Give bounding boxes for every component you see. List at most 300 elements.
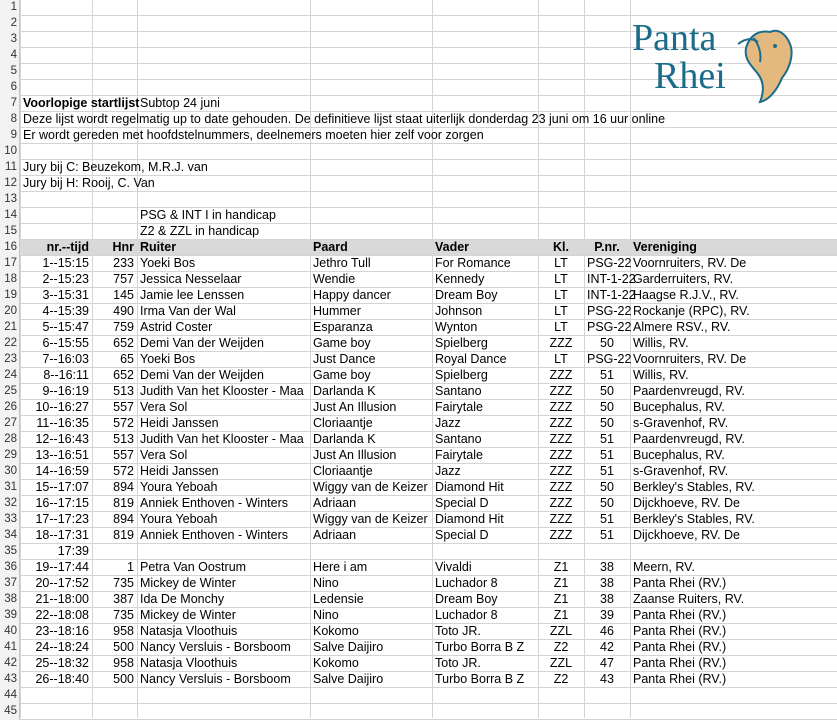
cell-kl[interactable]: ZZZ [549,432,573,446]
cell-paard[interactable]: Cloriaantje [313,464,373,478]
cell-ruiter[interactable]: Anniek Enthoven - Winters [140,496,288,510]
row-header[interactable]: 42 [0,656,20,672]
row-header[interactable]: 21 [0,320,20,336]
cell-vader[interactable]: Fairytale [435,400,483,414]
cell-paard[interactable]: Nino [313,608,339,622]
cell-pnr[interactable]: 38 [600,592,614,606]
cell-kl[interactable]: ZZZ [549,528,573,542]
cell-vader[interactable]: Santano [435,432,482,446]
cell-pnr[interactable]: PSG-22 [587,352,632,366]
row-header[interactable]: 41 [0,640,20,656]
cell-nt[interactable]: 23--18:16 [35,624,89,638]
cell-paard[interactable]: Game boy [313,368,371,382]
cell-ruiter[interactable]: Demi Van der Weijden [140,368,264,382]
cell-ruiter[interactable]: Irma Van der Wal [140,304,236,318]
cell-nt[interactable]: 25--18:32 [35,656,89,670]
sheet-row [0,288,837,304]
cell-hnr[interactable]: 572 [113,464,134,478]
cell-nt[interactable]: 26--18:40 [35,672,89,686]
cell-ruiter[interactable]: Yoeki Bos [140,256,196,270]
cell-hnr[interactable]: 759 [113,320,134,334]
cell-hnr[interactable]: 894 [113,480,134,494]
cell-vader[interactable]: Luchador 8 [435,576,498,590]
cell-ruiter[interactable]: Heidi Janssen [140,464,219,478]
cell-ruiter[interactable]: Demi Van der Weijden [140,336,264,350]
title-cell[interactable]: Voorlopige startlijst [23,96,140,110]
cell-nt[interactable]: 24--18:24 [35,640,89,654]
cell-ruiter[interactable]: Mickey de Winter [140,576,236,590]
cell-ruiter[interactable]: Judith Van het Klooster - Maa [140,384,304,398]
sheet-row [0,640,837,656]
cell-kl[interactable]: ZZZ [549,336,573,350]
row-header[interactable]: 8 [0,112,20,128]
cell-vader[interactable]: Dream Boy [435,288,498,302]
cell-nt[interactable]: 20--17:52 [35,576,89,590]
cell-ver[interactable]: Panta Rhei (RV.) [633,576,727,590]
cell-vader[interactable]: Diamond Hit [435,512,504,526]
cell-pnr[interactable]: 50 [600,416,614,430]
cell-vader[interactable]: Turbo Borra B Z [435,640,525,654]
sheet-row [0,112,837,128]
column-header-nr_tijd[interactable]: nr.--tijd [46,240,89,254]
cell-hnr[interactable]: 557 [113,448,134,462]
cell-ruiter[interactable]: Jessica Nesselaar [140,272,242,286]
cell-hnr[interactable]: 819 [113,528,134,542]
cell-hnr[interactable]: 557 [113,400,134,414]
cell-nt[interactable]: 2--15:23 [42,272,89,286]
cell-paard[interactable]: Kokomo [313,656,359,670]
cell-nt[interactable]: 16--17:15 [35,496,89,510]
cell-paard[interactable]: Ledensie [313,592,364,606]
cell-nt[interactable]: 8--16:11 [43,368,89,382]
row-header[interactable]: 9 [0,128,20,144]
row-header[interactable]: 28 [0,432,20,448]
cell-nt[interactable]: 10--16:27 [35,400,89,414]
cell-paard[interactable]: Adriaan [313,496,357,510]
row-header[interactable]: 43 [0,672,20,688]
row-header[interactable]: 27 [0,416,20,432]
row-header[interactable]: 17 [0,256,20,272]
cell-ver[interactable]: Voornruiters, RV. De [633,352,747,366]
row-header[interactable]: 32 [0,496,20,512]
row-header[interactable]: 30 [0,464,20,480]
cell-hnr[interactable]: 500 [113,672,134,686]
cell-paard[interactable]: Salve Daijiro [313,672,384,686]
column-header-paard[interactable]: Paard [313,240,348,254]
cell-ruiter[interactable]: Vera Sol [140,448,188,462]
cell-kl[interactable]: ZZL [549,624,573,638]
cell-hnr[interactable]: 735 [113,576,134,590]
cell-hnr[interactable]: 652 [113,368,134,382]
cell-ver[interactable]: Almere RSV., RV. [633,320,731,334]
cell-hnr[interactable]: 1 [127,560,134,574]
row-header[interactable]: 5 [0,64,20,80]
cell-hnr[interactable]: 572 [113,416,134,430]
cell-ver[interactable]: Paardenvreugd, RV. [633,432,745,446]
sheet-row [0,576,837,592]
row-header[interactable]: 45 [0,704,20,720]
column-header-pnr[interactable]: P.nr. [594,240,620,254]
cell-paard[interactable]: Darlanda K [313,384,376,398]
row-header[interactable]: 10 [0,144,20,160]
row-header[interactable]: 40 [0,624,20,640]
logo-line1: Panta [632,17,717,59]
cell-vader[interactable]: Johnson [435,304,483,318]
cell-kl[interactable]: ZZZ [549,400,573,414]
cell-pnr[interactable]: PSG-22 [587,304,632,318]
cell-kl[interactable]: LT [554,352,568,366]
cell-vader[interactable]: Toto JR. [435,656,481,670]
cell-vader[interactable]: Jazz [435,464,461,478]
cell-nt[interactable]: 5--15:47 [42,320,89,334]
sheet-row [0,464,837,480]
note-cell[interactable]: Jury bij H: Rooij, C. Van [23,176,155,190]
cell-vader[interactable]: Special D [435,496,489,510]
cell-paard[interactable]: Just An Illusion [313,400,397,414]
sheet-row [0,304,837,320]
cell-ver[interactable]: Paardenvreugd, RV. [633,384,745,398]
cell-pnr[interactable]: INT-1-22 [587,272,636,286]
cell-vader[interactable]: Wynton [435,320,478,334]
cell-hnr[interactable]: 958 [113,656,134,670]
cell-hnr[interactable] [95,544,134,559]
cell-pnr[interactable]: 51 [600,432,614,446]
cell-pnr[interactable]: 50 [600,480,614,494]
cell-pnr[interactable]: 38 [600,576,614,590]
cell-paard[interactable]: Adriaan [313,528,357,542]
cell-ver[interactable]: Garderruiters, RV. [633,272,734,286]
cell-nt[interactable]: 19--17:44 [35,560,89,574]
column-header-kl[interactable]: Kl. [553,240,569,254]
subtitle-cell[interactable]: Subtop 24 juni [140,96,220,110]
cell-ver[interactable]: Panta Rhei (RV.) [633,672,727,686]
row-header[interactable]: 19 [0,288,20,304]
cell-hnr[interactable]: 513 [113,384,134,398]
cell-nt[interactable]: 6--15:55 [42,336,89,350]
cell-ruiter[interactable]: Natasja Vloothuis [140,656,238,670]
sheet-row [0,320,837,336]
cell-ver[interactable]: Panta Rhei (RV.) [633,624,727,638]
cell-pnr[interactable]: 38 [600,560,614,574]
cell-ruiter[interactable]: Anniek Enthoven - Winters [140,528,288,542]
cell-vader[interactable]: Dream Boy [435,592,498,606]
cell-pnr[interactable]: 51 [600,368,614,382]
cell-paard[interactable]: Esparanza [313,320,373,334]
row-header[interactable]: 18 [0,272,20,288]
sheet-row [0,144,837,160]
cell-hnr[interactable]: 757 [113,272,134,286]
cell-pnr[interactable]: 46 [600,624,614,638]
cell-paard[interactable]: Here i am [313,560,368,574]
cell-kl[interactable]: ZZZ [549,464,573,478]
cell-kl[interactable]: ZZZ [549,416,573,430]
cell-kl[interactable]: ZZZ [549,384,573,398]
sheet-row [0,496,837,512]
cell-paard[interactable]: Nino [313,576,339,590]
cell-vader[interactable]: Vivaldi [435,560,472,574]
cell-kl[interactable]: Z1 [553,592,569,606]
cell-ver[interactable]: Panta Rhei (RV.) [633,640,727,654]
cell-vader[interactable]: Royal Dance [435,352,507,366]
row-header[interactable]: 1 [0,0,20,16]
cell-hnr[interactable]: 233 [113,256,134,270]
cell-hnr[interactable]: 652 [113,336,134,350]
cell-kl[interactable]: Z1 [553,608,569,622]
cell-pnr[interactable]: 50 [600,496,614,510]
sheet-row [0,176,837,192]
row-header[interactable]: 33 [0,512,20,528]
cell-nt[interactable]: 14--16:59 [35,464,89,478]
cell-kl[interactable]: ZZZ [549,480,573,494]
cell-ver[interactable]: Willis, RV. [633,336,689,350]
cell-paard[interactable]: Wiggy van de Keizer [313,480,428,494]
cell-pnr[interactable]: 47 [600,656,614,670]
sheet-row [0,432,837,448]
cell-hnr[interactable]: 958 [113,624,134,638]
row-header[interactable]: 26 [0,400,20,416]
column-header-hnr[interactable]: Hnr [112,240,134,254]
cell-ver[interactable]: s-Gravenhof, RV. [633,416,729,430]
cell-ruiter[interactable]: Yoeki Bos [140,352,196,366]
row-header[interactable]: 6 [0,80,20,96]
cell-pnr[interactable]: 43 [600,672,614,686]
cell-ver[interactable]: Berkley's Stables, RV. [633,480,755,494]
cell-paard[interactable]: Game boy [313,336,371,350]
cell-hnr[interactable]: 735 [113,608,134,622]
cell-ruiter[interactable]: Astrid Coster [140,320,213,334]
cell-pnr[interactable]: 51 [600,448,614,462]
cell-vader[interactable]: Fairytale [435,448,483,462]
cell-nt[interactable]: 13--16:51 [35,448,89,462]
cell-ver[interactable]: Meern, RV. [633,560,695,574]
cell-paard[interactable]: Jethro Tull [313,256,371,270]
cell-ver[interactable]: Panta Rhei (RV.) [633,608,727,622]
cell-vader[interactable]: Kennedy [435,272,485,286]
cell-ver[interactable]: Bucephalus, RV. [633,448,725,462]
cell-kl[interactable]: LT [554,256,568,270]
cell-vader[interactable]: Turbo Borra B Z [435,672,525,686]
column-header-ruiter[interactable]: Ruiter [140,240,177,254]
row-header[interactable]: 34 [0,528,20,544]
cell-vader[interactable]: Spielberg [435,336,488,350]
cell-pnr[interactable]: PSG-22 [587,256,632,270]
row-header[interactable]: 31 [0,480,20,496]
cell-ver[interactable]: Willis, RV. [633,368,689,382]
cell-pnr[interactable] [587,544,627,559]
cell-ruiter[interactable]: Judith Van het Klooster - Maa [140,432,304,446]
cell-hnr[interactable]: 490 [113,304,134,318]
cell-ver[interactable]: s-Gravenhof, RV. [633,464,729,478]
cell-ver[interactable] [633,544,834,559]
row-header[interactable]: 29 [0,448,20,464]
sheet-row [0,224,837,240]
cell-paard[interactable]: Kokomo [313,624,359,638]
sheet-row [0,608,837,624]
cell-paard[interactable]: Darlanda K [313,432,376,446]
cell-paard[interactable]: Just An Illusion [313,448,397,462]
cell-paard[interactable] [313,544,429,559]
row-header[interactable]: 11 [0,160,20,176]
cell-pnr[interactable]: 42 [600,640,614,654]
cell-hnr[interactable]: 65 [120,352,134,366]
cell-nt[interactable]: 18--17:31 [35,528,89,542]
cell-nt[interactable]: 3--15:31 [42,288,89,302]
row-header[interactable]: 23 [0,352,20,368]
cell-pnr[interactable]: 51 [600,528,614,542]
cell-ver[interactable]: Berkley's Stables, RV. [633,512,755,526]
cell-nt[interactable]: 21--18:00 [35,592,89,606]
cell-vader[interactable]: Luchador 8 [435,608,498,622]
cell-nt[interactable]: 9--16:19 [42,384,89,398]
cell-pnr[interactable]: 51 [600,464,614,478]
row-header[interactable]: 15 [0,224,20,240]
cell-paard[interactable]: Hummer [313,304,361,318]
row-header[interactable]: 24 [0,368,20,384]
row-header[interactable]: 13 [0,192,20,208]
note-cell[interactable]: Jury bij C: Beuzekom, M.R.J. van [23,160,208,174]
cell-hnr[interactable]: 145 [113,288,134,302]
sheet-row [0,240,837,256]
cell-ruiter[interactable]: Vera Sol [140,400,188,414]
cell-ruiter[interactable]: Jamie lee Lenssen [140,288,245,302]
row-header[interactable]: 16 [0,240,20,256]
cell-nt[interactable]: 17:39 [57,544,89,558]
row-header[interactable]: 12 [0,176,20,192]
cell-pnr[interactable]: 50 [600,384,614,398]
cell-kl[interactable]: Z2 [553,672,569,686]
cell-kl[interactable]: LT [554,304,568,318]
cell-kl[interactable]: LT [554,288,568,302]
cell-hnr[interactable]: 387 [113,592,134,606]
sheet-row [0,704,837,720]
cell-vader[interactable]: Santano [435,384,482,398]
cell-kl[interactable]: ZZL [549,656,573,670]
cell-nt[interactable]: 22--18:08 [35,608,89,622]
cell-pnr[interactable]: PSG-22 [587,320,632,334]
cell-paard[interactable]: Salve Daijiro [313,640,384,654]
cell-ruiter[interactable]: Nancy Versluis - Borsboom [140,672,291,686]
cell-kl[interactable]: Z1 [553,576,569,590]
cell-paard[interactable]: Just Dance [313,352,376,366]
cell-ruiter[interactable]: Mickey de Winter [140,608,236,622]
row-header[interactable]: 36 [0,560,20,576]
cell-ruiter[interactable]: Youra Yeboah [140,512,218,526]
cell-kl[interactable]: LT [554,272,568,286]
cell-vader[interactable]: Spielberg [435,368,488,382]
cell-nt[interactable]: 11--16:35 [36,416,89,430]
cell-nt[interactable]: 17--17:23 [35,512,89,526]
note-cell[interactable]: Er wordt gereden met hoofdstelnummers, deelnemers moeten hier zelf voor zorgen [23,128,484,142]
note-cell[interactable]: Deze lijst wordt regelmatig up to date gehouden. De definitieve lijst staat uiterlijk donderdag 23 juni om 16 uur online [23,112,666,126]
cell-paard[interactable]: Wendie [313,272,356,286]
cell-ver[interactable]: Bucephalus, RV. [633,400,725,414]
row-header[interactable]: 37 [0,576,20,592]
cell-ver[interactable]: Haagse R.J.V., RV. [633,288,739,302]
cell-ver[interactable]: Zaanse Ruiters, RV. [633,592,745,606]
cell-vader[interactable]: Jazz [435,416,461,430]
section-cell[interactable]: Z2 & ZZL in handicap [140,224,260,238]
cell-hnr[interactable]: 894 [113,512,134,526]
row-header[interactable]: 14 [0,208,20,224]
sheet-row [0,528,837,544]
row-header[interactable]: 22 [0,336,20,352]
cell-ruiter[interactable]: Petra Van Oostrum [140,560,247,574]
cell-pnr[interactable]: 50 [600,400,614,414]
sheet-row [0,480,837,496]
section-cell[interactable]: PSG & INT I in handicap [140,208,276,222]
cell-paard[interactable]: Wiggy van de Keizer [313,512,428,526]
cell-vader[interactable]: Diamond Hit [435,480,504,494]
row-header[interactable]: 44 [0,688,20,704]
cell-nt[interactable]: 4--15:39 [42,304,89,318]
cell-pnr[interactable]: 50 [600,336,614,350]
row-header[interactable]: 20 [0,304,20,320]
column-header-vader[interactable]: Vader [435,240,470,254]
cell-vader[interactable]: Toto JR. [435,624,481,638]
cell-nt[interactable]: 7--16:03 [42,352,89,366]
cell-paard[interactable]: Happy dancer [313,288,391,302]
column-header-vereniging[interactable]: Vereniging [633,240,697,254]
cell-hnr[interactable]: 500 [113,640,134,654]
cell-kl[interactable]: ZZZ [549,512,573,526]
cell-ver[interactable]: Voornruiters, RV. De [633,256,747,270]
sheet-row [0,256,837,272]
cell-pnr[interactable]: INT-1-22 [587,288,636,302]
cell-kl[interactable]: Z1 [553,560,569,574]
cell-pnr[interactable]: 39 [600,608,614,622]
cell-ver[interactable]: Dijckhoeve, RV. De [633,528,741,542]
cell-kl[interactable] [541,544,581,559]
cell-ruiter[interactable]: Youra Yeboah [140,480,218,494]
row-header[interactable]: 3 [0,32,20,48]
row-header[interactable]: 39 [0,608,20,624]
cell-kl[interactable]: ZZZ [549,368,573,382]
row-header[interactable]: 7 [0,96,20,112]
cell-vader[interactable]: Special D [435,528,489,542]
cell-paard[interactable]: Cloriaantje [313,416,373,430]
row-header[interactable]: 38 [0,592,20,608]
cell-kl[interactable]: ZZZ [549,448,573,462]
sheet-row [0,592,837,608]
cell-hnr[interactable]: 513 [113,432,134,446]
cell-kl[interactable]: LT [554,320,568,334]
row-header[interactable]: 25 [0,384,20,400]
cell-ver[interactable]: Panta Rhei (RV.) [633,656,727,670]
cell-ruiter[interactable]: Ida De Monchy [140,592,225,606]
row-header[interactable]: 4 [0,48,20,64]
cell-ver[interactable]: Dijckhoeve, RV. De [633,496,741,510]
cell-vader[interactable] [435,544,535,559]
cell-ruiter[interactable]: Natasja Vloothuis [140,624,238,638]
cell-ruiter[interactable]: Heidi Janssen [140,416,219,430]
cell-vader[interactable]: For Romance [435,256,511,270]
cell-kl[interactable]: Z2 [553,640,569,654]
cell-nt[interactable]: 15--17:07 [35,480,89,494]
cell-pnr[interactable]: 51 [600,512,614,526]
panta-rhei-logo [628,8,798,108]
cell-ruiter[interactable]: Nancy Versluis - Borsboom [140,640,291,654]
cell-hnr[interactable]: 819 [113,496,134,510]
row-header[interactable]: 2 [0,16,20,32]
cell-ver[interactable]: Rockanje (RPC), RV. [633,304,750,318]
cell-nt[interactable]: 12--16:43 [35,432,89,446]
sheet-row [0,688,837,704]
logo-line2: Rhei [654,55,726,97]
row-header[interactable]: 35 [0,544,20,560]
cell-ruiter[interactable] [140,544,307,559]
cell-nt[interactable]: 1--15:15 [42,256,89,270]
cell-kl[interactable]: ZZZ [549,496,573,510]
